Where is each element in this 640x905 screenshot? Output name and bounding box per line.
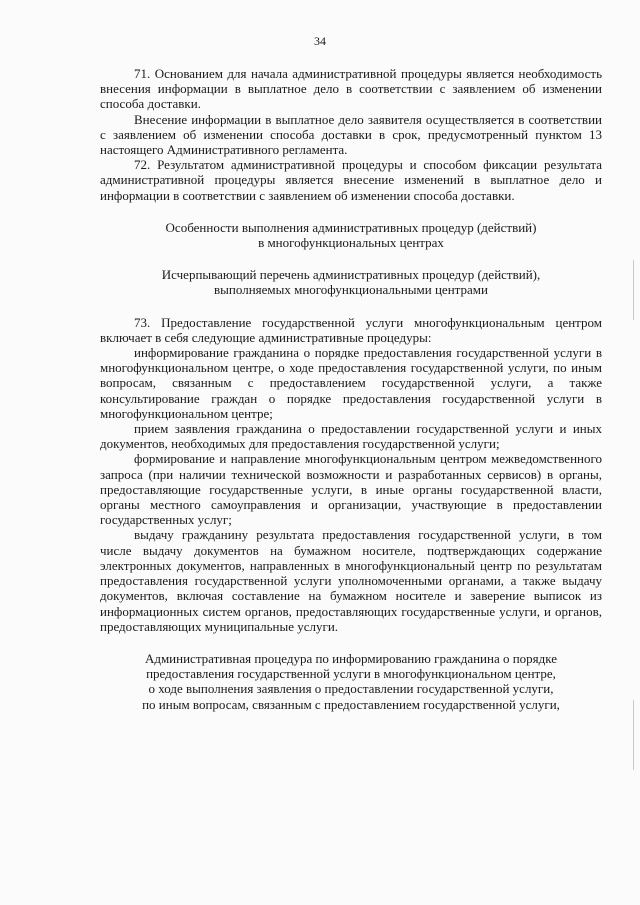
heading-line: Особенности выполнения административных процедур (действий)	[165, 219, 537, 235]
list-item: выдачу гражданину результата предоставления государственной услуги, в том числе выдачу документов на бумажном носителе, подтверждающих содержание электронных документов, направленных в многофункциональный центр по результатам предоставления государственной услуги уполномоченными органами, а также выдачу документов, включая составление на бумажном носителе и заверение выписок из информационных систем органов, предоставляющих государственные услуги, и органов, предоставляющих муниципальные услуги.	[100, 527, 602, 634]
heading-line: о ходе выполнения заявления о предоставлении государственной услуги,	[148, 681, 554, 697]
list-item: информирование гражданина о порядке предоставления государственной услуги в многофункциональном центре, о ходе предоставления государственной услуги, по иным вопросам, связанным с предоставлением государственной услуги, а также консультирование граждан о порядке предоставления государственной услуги в многофункциональном центре;	[100, 345, 602, 421]
section-heading-procedures-list	[100, 267, 602, 297]
heading-line: предоставления государственной услуги в многофункциональном центре,	[146, 666, 556, 682]
list-item: формирование и направление многофункциональным центром межведомственного запроса (при наличии технической возможности и разработанных сервисов) в органы, предоставляющие государственные услуги, в иные органы государственной власти, органы местного самоуправления и организации, участвующие в предоставлении государственных услуг;	[100, 451, 602, 528]
paragraph-71-continuation: Внесение информации в выплатное дело заявителя осуществляется в соответствии с заявлением об изменении способа доставки в срок, предусмотренный пунктом 13 настоящего Административного регламента.	[100, 111, 602, 158]
document-body	[100, 66, 602, 712]
scan-edge-mark	[633, 700, 634, 770]
section-heading-informing-procedure	[100, 651, 602, 712]
paragraph-71: 71. Основанием для начала административной процедуры является необходимость внесения информации в выплатное дело в соответствии с заявлением об изменении способа доставки.	[100, 66, 602, 112]
heading-line: выполняемых многофункциональными центрами	[214, 282, 488, 298]
page-number: 34	[314, 34, 326, 48]
heading-line: в многофункциональных центрах	[258, 235, 444, 251]
list-item: прием заявления гражданина о предоставлении государственной услуги и иных документов, необходимых для предоставления государственной услуги;	[100, 421, 602, 452]
heading-line: по иным вопросам, связанным с предоставлением государственной услуги,	[142, 696, 560, 712]
heading-line: Административная процедура по информированию гражданина о порядке	[144, 650, 558, 666]
section-heading-mfc	[100, 220, 602, 250]
scan-edge-mark	[633, 260, 634, 320]
heading-line: Исчерпывающий перечень административных процедур (действий),	[161, 267, 541, 283]
paragraph-72: 72. Результатом административной процедуры и способом фиксации результата административной процедуры является внесение изменений в выплатное дело и информации в соответствии с заявлением об изменении способа доставки.	[100, 157, 602, 203]
paragraph-73: 73. Предоставление государственной услуги многофункциональным центром включает в себя следующие административные процедуры:	[100, 314, 602, 345]
